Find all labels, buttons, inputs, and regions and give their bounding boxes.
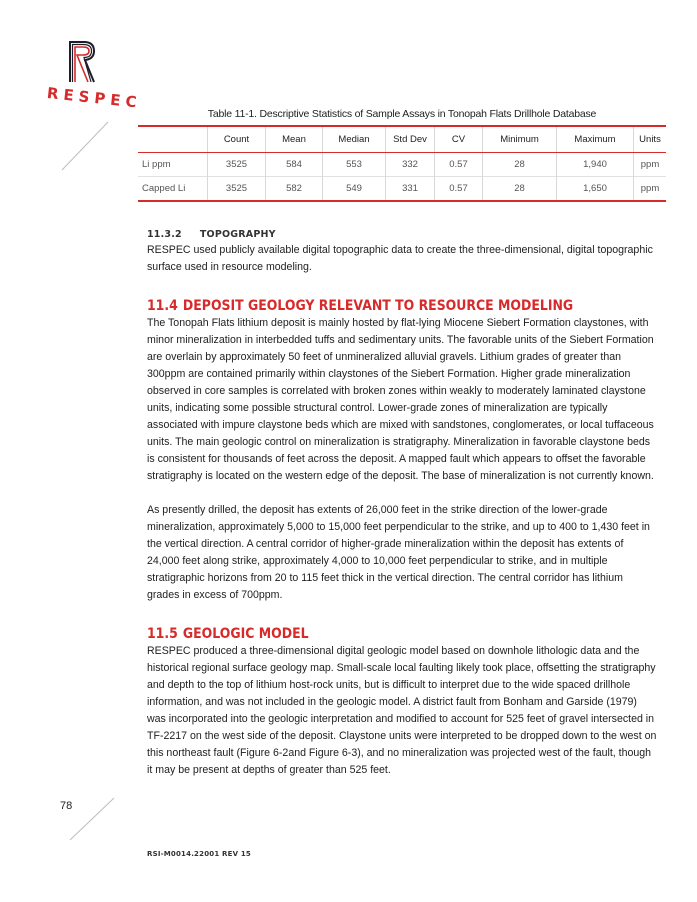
topography-paragraph: RESPEC used publicly available digital topographic data to create the three-dimensional, digital topographic surface used in resource modeling. [147, 244, 653, 273]
section-11-4-heading [147, 297, 586, 315]
table-cell: 28 [483, 177, 557, 202]
table-header-cell: Units [634, 126, 667, 153]
section-number: 11.4 [147, 298, 178, 314]
table-caption: Table 11-1. Descriptive Statistics of Sample Assays in Tonopah Flats Drillhole Database [207, 108, 597, 120]
table-header-cell: Maximum [557, 126, 634, 153]
table-row [138, 153, 666, 177]
respec-r-logo-icon [66, 38, 98, 84]
statistics-table [138, 125, 666, 202]
table-header-cell: CV [435, 126, 483, 153]
table-cell: 28 [483, 153, 557, 177]
decorative-line-bottom [68, 796, 116, 842]
table-cell: 582 [266, 177, 323, 202]
deposit-geology-paragraph-1: The Tonopah Flats lithium deposit is mainly hosted by flat-lying Miocene Siebert Formation claystones, with minor mineralization in interbedded tuffs and sedimentary units. The favorable units of the Siebert Formation are overlain by approximately 50 feet of unmineralized alluvial gravels. Lithium grades of greater than 300ppm are contained primarily within claystones of the Siebert Formation. Higher grade mineralization observed in core samples is correlated with broken zones within weakly to moderately laminated claystone units, indicating some possible structural control. Lower-grade zones of mineralization are typically associated with impure claystone beds which are mixed with sandstones, conglomerates, or local tuffaceous units. The main geologic control on mineralization is stratigraphy. Mineralization in favorable claystone beds is consistent for thousands of feet across the deposit. A mapped fault which appears to offset the favorable stratigraphy is located on the western edge of the deposit. The base of mineralization is not currently known. [147, 317, 654, 482]
table-cell: ppm [634, 153, 667, 177]
table-cell: 584 [266, 153, 323, 177]
section-title: GEOLOGIC MODEL [182, 626, 309, 642]
table-header-cell [138, 126, 208, 153]
section-title: TOPOGRAPHY [199, 229, 276, 240]
table-header-cell: Std Dev [386, 126, 435, 153]
table-header-cell: Median [323, 126, 386, 153]
decorative-line-top [60, 120, 110, 172]
section-number: 11.3.2 [147, 229, 182, 240]
table-cell: 553 [323, 153, 386, 177]
geologic-model-paragraph: RESPEC produced a three-dimensional digital geologic model based on downhole lithologic data and the historical regional surface geology map. Small-scale local faulting likely took place, offsetting the stratigraphy and depth to the top of lithium host-rock units, but is difficult to interpret due to the wide spaced drillhole information, and was not included in the geologic model. A district fault from Bonham and Garside (1979) was incorporated into the geologic interpretation and modified to account for 525 feet of gravel intersected in TF-2217 on the west side of the deposit. Claystone units were interpreted to be dropped down to the west on this northeast fault (Figure 6-2and Figure 6-3), and no mineralization was projected west of the fault, though it may be present at depths of greater than 525 feet. [147, 645, 657, 776]
table-cell: 3525 [208, 177, 266, 202]
section-11-3-2-heading [147, 228, 657, 242]
table-cell: 549 [323, 177, 386, 202]
table-cell: 332 [386, 153, 435, 177]
table-cell: 1,940 [557, 153, 634, 177]
section-11-5-heading [147, 625, 586, 643]
table-cell: Capped Li [138, 177, 208, 202]
table-cell: 3525 [208, 153, 266, 177]
table-header-cell: Minimum [483, 126, 557, 153]
table-cell: 331 [386, 177, 435, 202]
table-cell: 0.57 [435, 153, 483, 177]
table-header-cell: Mean [266, 126, 323, 153]
respec-logo-text: RESPEC [46, 84, 143, 112]
table-cell: ppm [634, 177, 667, 202]
section-number: 11.5 [147, 626, 178, 642]
document-body [147, 228, 657, 779]
section-title: DEPOSIT GEOLOGY RELEVANT TO RESOURCE MODELING [182, 298, 574, 314]
deposit-geology-paragraph-2: As presently drilled, the deposit has extents of 26,000 feet in the strike direction of the lower-grade mineralization, approximately 5,000 to 15,000 feet perpendicular to the strike, and up to 400 to 1,430 feet in the vertical direction. A central corridor of higher-grade mineralization within the deposit has extents of 24,000 feet along strike, approximately 4,000 to 10,000 feet perpendicular to strike, and in multiple stratigraphic horizons from 20 to 115 feet thick in the vertical direction. The central corridor has lithium grades in excess of 700ppm. [147, 504, 650, 601]
table-header-cell: Count [208, 126, 266, 153]
table-cell: 1,650 [557, 177, 634, 202]
footer-doc-id: RSI-M0014.22001 REV 15 [147, 850, 252, 858]
table-cell: 0.57 [435, 177, 483, 202]
table-row [138, 177, 666, 202]
table-cell: Li ppm [138, 153, 208, 177]
page-number: 78 [60, 800, 73, 812]
table-header-row [138, 126, 666, 153]
